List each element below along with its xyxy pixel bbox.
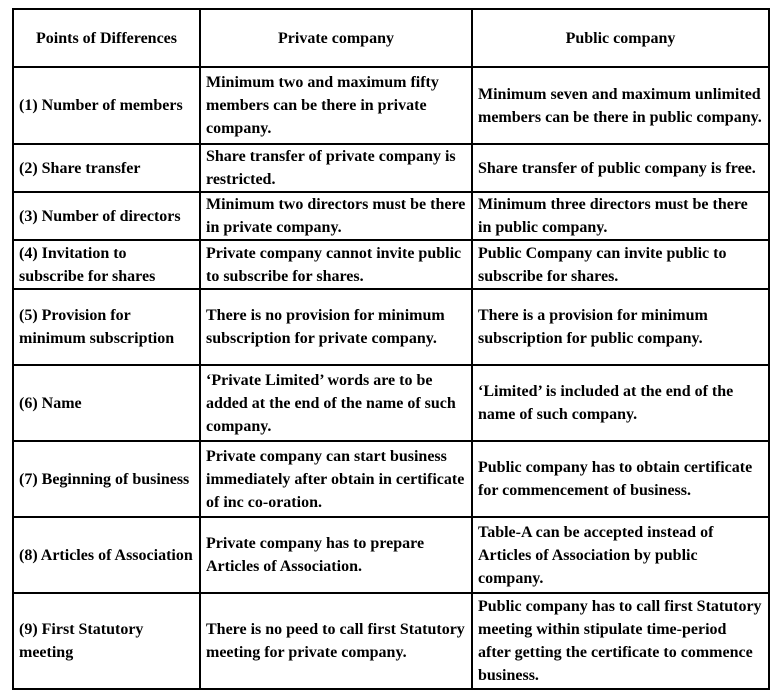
public-cell: Table-A can be accepted instead of Articles of Association by public company.	[472, 517, 769, 593]
header-public: Public company	[472, 9, 769, 67]
private-cell: Minimum two and maximum fifty members can be there in private company.	[200, 67, 472, 144]
point-cell: (2) Share transfer	[13, 144, 200, 192]
table-row	[13, 67, 769, 144]
table-row	[13, 593, 769, 689]
point-cell: (6) Name	[13, 365, 200, 441]
point-cell: (9) First Statutory meeting	[13, 593, 200, 689]
public-cell: Share transfer of public company is free.	[472, 144, 769, 192]
header-points: Points of Differences	[13, 9, 200, 67]
table-row	[13, 289, 769, 365]
header-private: Private company	[200, 9, 472, 67]
table-row	[13, 192, 769, 240]
private-cell: Private company has to prepare Articles of Association.	[200, 517, 472, 593]
private-cell: Share transfer of private company is restricted.	[200, 144, 472, 192]
point-cell: (3) Number of directors	[13, 192, 200, 240]
table-row	[13, 144, 769, 192]
table-row	[13, 365, 769, 441]
private-cell: Private company can start business immediately after obtain in certificate of inc co-oration.	[200, 441, 472, 517]
private-cell: ‘Private Limited’ words are to be added at the end of the name of such company.	[200, 365, 472, 441]
public-cell: Public Company can invite public to subscribe for shares.	[472, 240, 769, 289]
point-cell: (1) Number of members	[13, 67, 200, 144]
public-cell: ‘Limited’ is included at the end of the name of such company.	[472, 365, 769, 441]
table-row	[13, 240, 769, 289]
table-row	[13, 441, 769, 517]
point-cell: (5) Provision for minimum subscription	[13, 289, 200, 365]
header-row	[13, 9, 769, 67]
comparison-table	[12, 8, 770, 690]
point-cell: (4) Invitation to subscribe for shares	[13, 240, 200, 289]
private-cell: Private company cannot invite public to subscribe for shares.	[200, 240, 472, 289]
public-cell: Public company has to call first Statutory meeting within stipulate time-period after getting the certificate to commence business.	[472, 593, 769, 689]
private-cell: There is no provision for minimum subscription for private company.	[200, 289, 472, 365]
public-cell: There is a provision for minimum subscription for public company.	[472, 289, 769, 365]
private-cell: There is no peed to call first Statutory meeting for private company.	[200, 593, 472, 689]
public-cell: Public company has to obtain certificate for commencement of business.	[472, 441, 769, 517]
public-cell: Minimum three directors must be there in public company.	[472, 192, 769, 240]
private-cell: Minimum two directors must be there in private company.	[200, 192, 472, 240]
public-cell: Minimum seven and maximum unlimited members can be there in public company.	[472, 67, 769, 144]
point-cell: (7) Beginning of business	[13, 441, 200, 517]
point-cell: (8) Articles of Association	[13, 517, 200, 593]
table-row	[13, 517, 769, 593]
